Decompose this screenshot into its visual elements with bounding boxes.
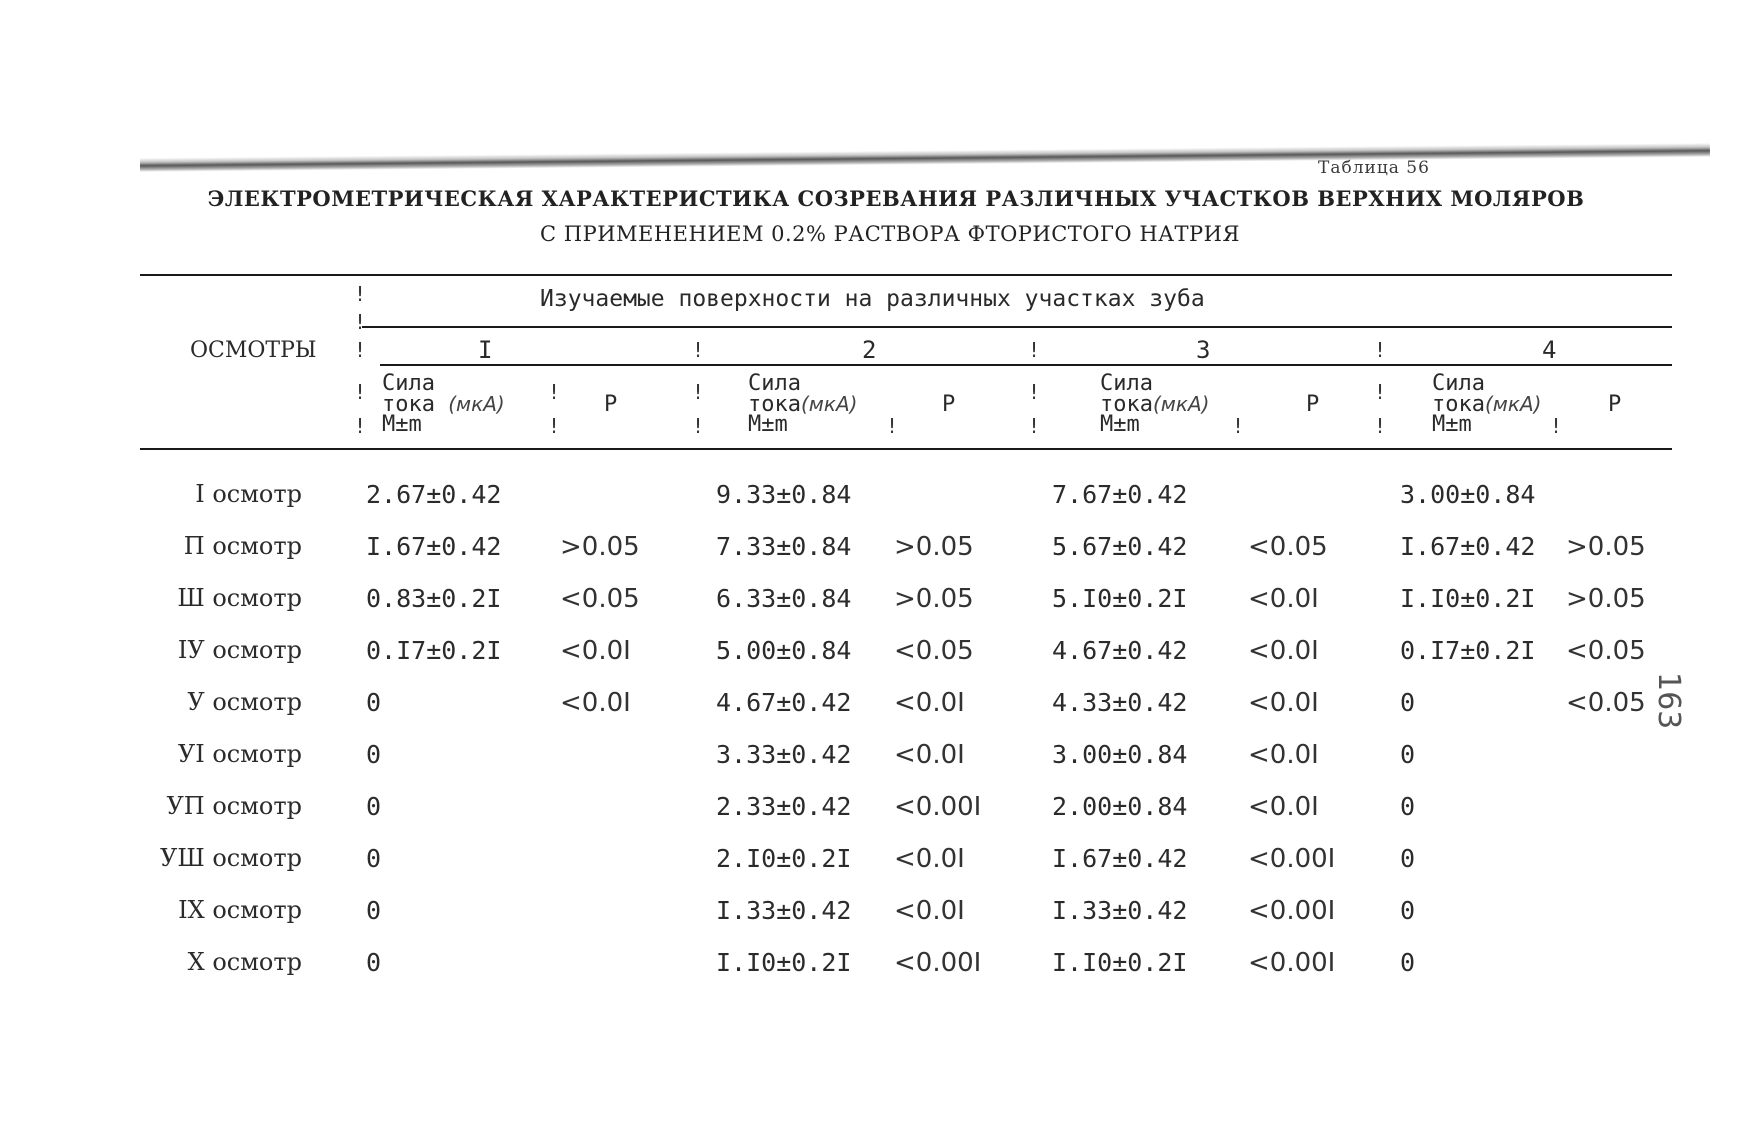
current-value-section-1: 0 — [366, 740, 382, 769]
current-label-line1: Сила — [1100, 371, 1153, 396]
current-value-section-1: 0.I7±0.2I — [366, 636, 502, 665]
current-value-section-1: 0 — [366, 792, 382, 821]
table-number: Таблица 56 — [1318, 158, 1430, 178]
row-label: УШ осмотр — [159, 844, 302, 872]
current-value-section-4: 0.I7±0.2I — [1400, 636, 1536, 665]
p-value-section-3: <0.0I — [1248, 740, 1319, 770]
separator-mark: ! — [354, 338, 367, 362]
current-value-section-3: I.I0±0.2I — [1052, 948, 1188, 977]
current-label-line1: Сила — [748, 371, 801, 396]
separator-mark: ! — [1374, 414, 1387, 438]
current-value-section-4: 0 — [1400, 844, 1416, 873]
current-value-section-4: 0 — [1400, 948, 1416, 977]
current-value-section-4: I.I0±0.2I — [1400, 584, 1536, 613]
current-label-line3: М±m — [1100, 412, 1140, 437]
p-value-section-3: <0.05 — [1248, 532, 1328, 562]
current-unit: (мкА) — [448, 392, 505, 416]
current-label-line3: М±m — [748, 412, 788, 437]
current-label-line2: тока — [382, 392, 435, 417]
current-value-section-1: 0 — [366, 844, 382, 873]
current-label-line3: М±m — [1432, 412, 1472, 437]
p-value-section-1: <0.05 — [560, 584, 640, 614]
separator-mark: ! — [354, 282, 367, 306]
current-value-section-2: 2.33±0.42 — [716, 792, 852, 821]
row-label: У осмотр — [187, 688, 302, 716]
current-label-line1: Сила — [382, 371, 435, 396]
current-value-section-2: 6.33±0.84 — [716, 584, 852, 613]
current-value-section-2: I.33±0.42 — [716, 896, 852, 925]
separator-mark: ! — [1028, 414, 1041, 438]
current-value-section-4: 0 — [1400, 688, 1416, 717]
current-value-section-4: 0 — [1400, 792, 1416, 821]
current-value-section-3: I.67±0.42 — [1052, 844, 1188, 873]
current-value-section-4: 3.00±0.84 — [1400, 480, 1536, 509]
section-number: 3 — [1196, 336, 1211, 364]
separator-mark: ! — [692, 414, 705, 438]
p-value-section-2: <0.0I — [894, 896, 965, 926]
current-header-section-1 — [382, 371, 505, 437]
current-label-line3: М±m — [382, 412, 422, 437]
scan-shadow-band — [140, 143, 1710, 172]
current-unit: (мкА) — [1152, 392, 1210, 416]
current-value-section-3: 7.67±0.42 — [1052, 480, 1188, 509]
current-value-section-3: 3.00±0.84 — [1052, 740, 1188, 769]
separator-mark: ! — [354, 380, 367, 404]
separator-mark: ! — [354, 310, 367, 334]
current-value-section-3: 4.67±0.42 — [1052, 636, 1188, 665]
p-value-section-2: <0.00I — [894, 948, 982, 978]
row-label: IX осмотр — [178, 896, 302, 924]
p-header: Р — [1306, 392, 1320, 417]
p-value-section-2: <0.0I — [894, 688, 965, 718]
current-value-section-2: 3.33±0.42 — [716, 740, 852, 769]
current-value-section-1: 0.83±0.2I — [366, 584, 502, 613]
current-header-section-3 — [1100, 371, 1210, 437]
separator-mark: ! — [692, 380, 705, 404]
row-label: П осмотр — [183, 532, 302, 560]
current-value-section-1: 0 — [366, 896, 382, 925]
section-number: 2 — [862, 336, 877, 364]
separator-mark: ! — [548, 380, 561, 404]
separator-mark: ! — [1028, 380, 1041, 404]
row-label: IУ осмотр — [177, 636, 302, 664]
header-divider-2 — [380, 364, 1672, 366]
row-label: Ш осмотр — [177, 584, 302, 612]
table-title-line-1: ЭЛЕКТРОМЕТРИЧЕСКАЯ ХАРАКТЕРИСТИКА СОЗРЕВАНИЯ РАЗЛИЧНЫХ УЧАСТКОВ ВЕРХНИХ МОЛЯРОВ — [207, 186, 1585, 211]
current-value-section-4: I.67±0.42 — [1400, 532, 1536, 561]
row-label: УI осмотр — [177, 740, 302, 768]
p-value-section-1: <0.0I — [560, 688, 631, 718]
current-header-section-4 — [1432, 371, 1542, 437]
group-header: Изучаемые поверхности на различных участках зуба — [540, 286, 1205, 312]
current-value-section-3: 5.I0±0.2I — [1052, 584, 1188, 613]
p-value-section-2: <0.0I — [894, 844, 965, 874]
p-value-section-3: <0.0I — [1248, 636, 1319, 666]
page-number: 163 — [1651, 672, 1686, 730]
current-header-section-2 — [748, 371, 858, 437]
rows-header: ОСМОТРЫ — [190, 338, 317, 363]
section-number: I — [478, 336, 493, 364]
current-unit: (мкА) — [1484, 392, 1542, 416]
separator-mark: ! — [548, 414, 561, 438]
p-value-section-4: <0.05 — [1566, 636, 1646, 666]
p-value-section-4: >0.05 — [1566, 584, 1646, 614]
p-value-section-2: >0.05 — [894, 532, 974, 562]
table-title-line-2: С ПРИМЕНЕНИЕМ 0.2% РАСТВОРА ФТОРИСТОГО НАТРИЯ — [540, 222, 1240, 246]
p-value-section-4: <0.05 — [1566, 688, 1646, 718]
separator-mark: ! — [1232, 414, 1245, 438]
p-value-section-3: <0.0I — [1248, 584, 1319, 614]
row-label: УП осмотр — [166, 792, 302, 820]
current-label-line2: тока — [1432, 392, 1485, 417]
header-bottom-rule — [140, 448, 1672, 450]
current-value-section-4: 0 — [1400, 740, 1416, 769]
separator-mark: ! — [1028, 338, 1041, 362]
p-value-section-2: <0.05 — [894, 636, 974, 666]
p-value-section-2: >0.05 — [894, 584, 974, 614]
separator-mark: ! — [354, 414, 367, 438]
separator-mark: ! — [1550, 414, 1563, 438]
separator-mark: ! — [692, 338, 705, 362]
p-value-section-1: >0.05 — [560, 532, 640, 562]
current-value-section-2: 5.00±0.84 — [716, 636, 852, 665]
current-label-line1: Сила — [1432, 371, 1485, 396]
p-value-section-1: <0.0I — [560, 636, 631, 666]
current-value-section-2: 7.33±0.84 — [716, 532, 852, 561]
current-value-section-2: I.I0±0.2I — [716, 948, 852, 977]
table-top-rule — [140, 274, 1672, 276]
row-label: X осмотр — [187, 948, 302, 976]
current-label-line2: тока — [1100, 392, 1153, 417]
section-number: 4 — [1542, 336, 1557, 364]
separator-mark: ! — [1374, 338, 1387, 362]
current-value-section-2: 2.I0±0.2I — [716, 844, 852, 873]
p-value-section-3: <0.0I — [1248, 688, 1319, 718]
p-value-section-2: <0.00I — [894, 792, 982, 822]
p-value-section-3: <0.0I — [1248, 792, 1319, 822]
current-value-section-4: 0 — [1400, 896, 1416, 925]
p-header: Р — [604, 392, 618, 417]
current-value-section-1: 0 — [366, 688, 382, 717]
p-header: Р — [942, 392, 956, 417]
current-value-section-3: 2.00±0.84 — [1052, 792, 1188, 821]
current-value-section-1: I.67±0.42 — [366, 532, 502, 561]
current-value-section-2: 9.33±0.84 — [716, 480, 852, 509]
separator-mark: ! — [1374, 380, 1387, 404]
p-value-section-3: <0.00I — [1248, 896, 1336, 926]
current-unit: (мкА) — [800, 392, 858, 416]
header-divider-1 — [362, 326, 1672, 328]
current-value-section-2: 4.67±0.42 — [716, 688, 852, 717]
current-value-section-3: 5.67±0.42 — [1052, 532, 1188, 561]
current-value-section-1: 2.67±0.42 — [366, 480, 502, 509]
current-value-section-3: 4.33±0.42 — [1052, 688, 1188, 717]
current-label-line2: тока — [748, 392, 801, 417]
current-value-section-3: I.33±0.42 — [1052, 896, 1188, 925]
p-value-section-3: <0.00I — [1248, 844, 1336, 874]
p-value-section-4: >0.05 — [1566, 532, 1646, 562]
separator-mark: ! — [886, 414, 899, 438]
p-value-section-2: <0.0I — [894, 740, 965, 770]
current-value-section-1: 0 — [366, 948, 382, 977]
p-value-section-3: <0.00I — [1248, 948, 1336, 978]
p-header: Р — [1608, 392, 1622, 417]
row-label: I осмотр — [195, 480, 302, 508]
